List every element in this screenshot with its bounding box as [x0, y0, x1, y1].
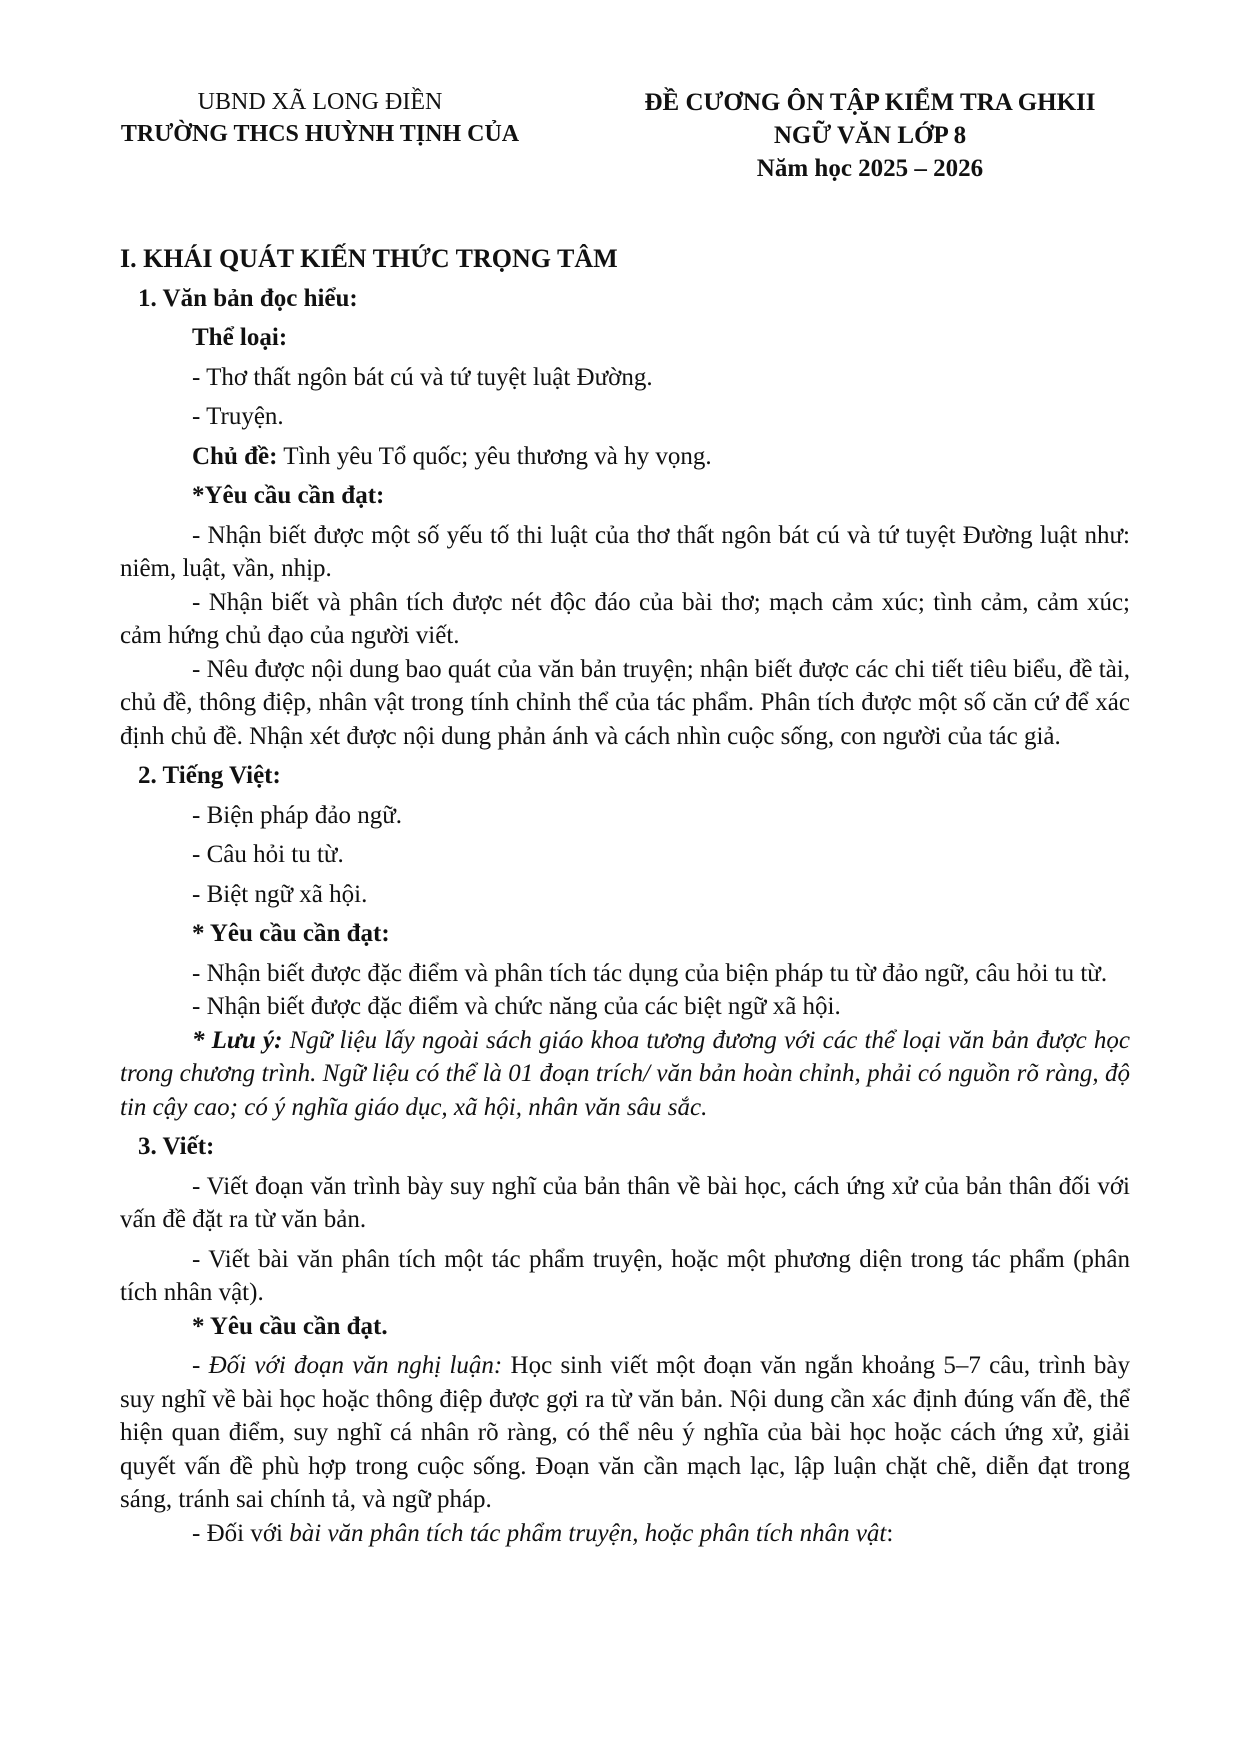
paragraph-label: - Đối với đoạn văn nghị luận: [192, 1352, 503, 1379]
school-header [40, 86, 600, 150]
requirement-paragraph: - Nhận biết và phân tích được nét độc đáo của bài thơ; mạch cảm xúc; tình cảm, cảm xúc; cảm hứng chủ đạo của người viết. [120, 588, 1130, 649]
writing-item: - Viết đoạn văn trình bày suy nghĩ của bản thân về bài học, cách ứng xử của bản thân đối với vấn đề đặt ra từ văn bản. [120, 1172, 1130, 1233]
requirements-label: *Yêu cầu cần đạt: [192, 482, 385, 509]
school-year: Năm học 2025 – 2026 [756, 155, 984, 182]
requirement-paragraph: - Nhận biết được đặc điểm và chức năng của các biệt ngữ xã hội. [192, 993, 841, 1020]
note-paragraph [120, 1024, 1130, 1125]
theme-line [120, 440, 1130, 474]
note-label: * Lưu ý: [192, 1026, 283, 1054]
heading-writing: 3. Viết: [138, 1133, 215, 1160]
topic-item: - Biện pháp đảo ngữ. [192, 801, 403, 829]
writing-item: - Viết bài văn phân tích một tác phẩm truyện, hoặc một phương diện trong tác phẩm (phân tích nhân vật). [120, 1245, 1130, 1306]
genre-item: - Truyện. [192, 403, 284, 430]
subject-grade: NGỮ VĂN LỚP 8 [773, 122, 967, 149]
document-title: ĐỀ CƯƠNG ÔN TẬP KIỂM TRA GHKII [644, 89, 1096, 116]
requirement-paragraph: - Nêu được nội dung bao quát của văn bản truyện; nhận biết được các chi tiết tiêu biểu, đề tài, chủ đề, thông điệp, nhân vật trong tính chỉnh thể của tác phẩm. Phân tích được một số căn cứ để xác định chủ đề. Nhận xét được nội dung phản ánh và cách nhìn cuộc sống, con người của tác giả. [120, 655, 1130, 750]
section-title: I. KHÁI QUÁT KIẾN THỨC TRỌNG TÂM [120, 244, 618, 273]
note-text: Ngữ liệu lấy ngoài sách giáo khoa tương đương với các thể loại văn bản được học trong chương trình. Ngữ liệu có thể là 01 đoạn trích/ văn bản hoàn chỉnh, phải có nguồn rõ ràng, độ tin cậy cao; có ý nghĩa giáo dục, xã hội, nhân văn sâu sắc. [120, 1026, 1130, 1121]
theme-text: Tình yêu Tổ quốc; yêu thương và hy vọng. [277, 442, 712, 470]
requirements-label: * Yêu cầu cần đạt: [192, 920, 390, 947]
paragraph-requirement [120, 1349, 1130, 1517]
school-name: TRƯỜNG THCS HUỲNH TỊNH CỦA [120, 121, 520, 147]
essay-prefix: - Đối với [192, 1519, 290, 1547]
genre-item: - Thơ thất ngôn bát cú và tứ tuyệt luật Đường. [192, 363, 653, 391]
requirement-paragraph: - Nhận biết được một số yếu tố thi luật của thơ thất ngôn bát cú và tứ tuyệt Đường luật như: niêm, luật, vần, nhịp. [120, 521, 1130, 582]
district-name: UBND XÃ LONG ĐIỀN [197, 89, 443, 115]
genre-label: Thể loại: [192, 324, 288, 351]
requirements-label: * Yêu cầu cần đạt. [192, 1312, 388, 1340]
document-title-block [560, 86, 1180, 185]
paragraph-text: Học sinh viết một đoạn văn ngắn khoảng 5–7 câu, trình bày suy nghĩ về bài học hoặc thông điệp được gợi ra từ văn bản. Nội dung cần xác định đúng vấn đề, thể hiện quan điểm, suy nghĩ cá nhân rõ ràng, có thể nêu ý nghĩa của bài học hoặc cách ứng xử, giải quyết vấn đề phù hợp trong cuộc sống. Đoạn văn cần mạch lạc, lập luận chặt chẽ, diễn đạt trong sáng, tránh sai chính tả, và ngữ pháp. [120, 1352, 1130, 1513]
topic-item: - Biệt ngữ xã hội. [192, 880, 368, 908]
essay-suffix: : [886, 1519, 894, 1547]
essay-italic: bài văn phân tích tác phẩm truyện, hoặc phân tích nhân vật [289, 1519, 887, 1547]
requirement-paragraph: - Nhận biết được đặc điểm và phân tích tác dụng của biện pháp tu từ đảo ngữ, câu hỏi tu từ. [192, 959, 1108, 987]
document-body [120, 242, 1130, 1550]
essay-requirement [120, 1517, 1130, 1551]
heading-reading: 1. Văn bản đọc hiểu: [138, 284, 358, 312]
heading-vietnamese: 2. Tiếng Việt: [138, 762, 281, 789]
topic-item: - Câu hỏi tu từ. [192, 841, 344, 868]
theme-label: Chủ đề: [192, 442, 278, 470]
